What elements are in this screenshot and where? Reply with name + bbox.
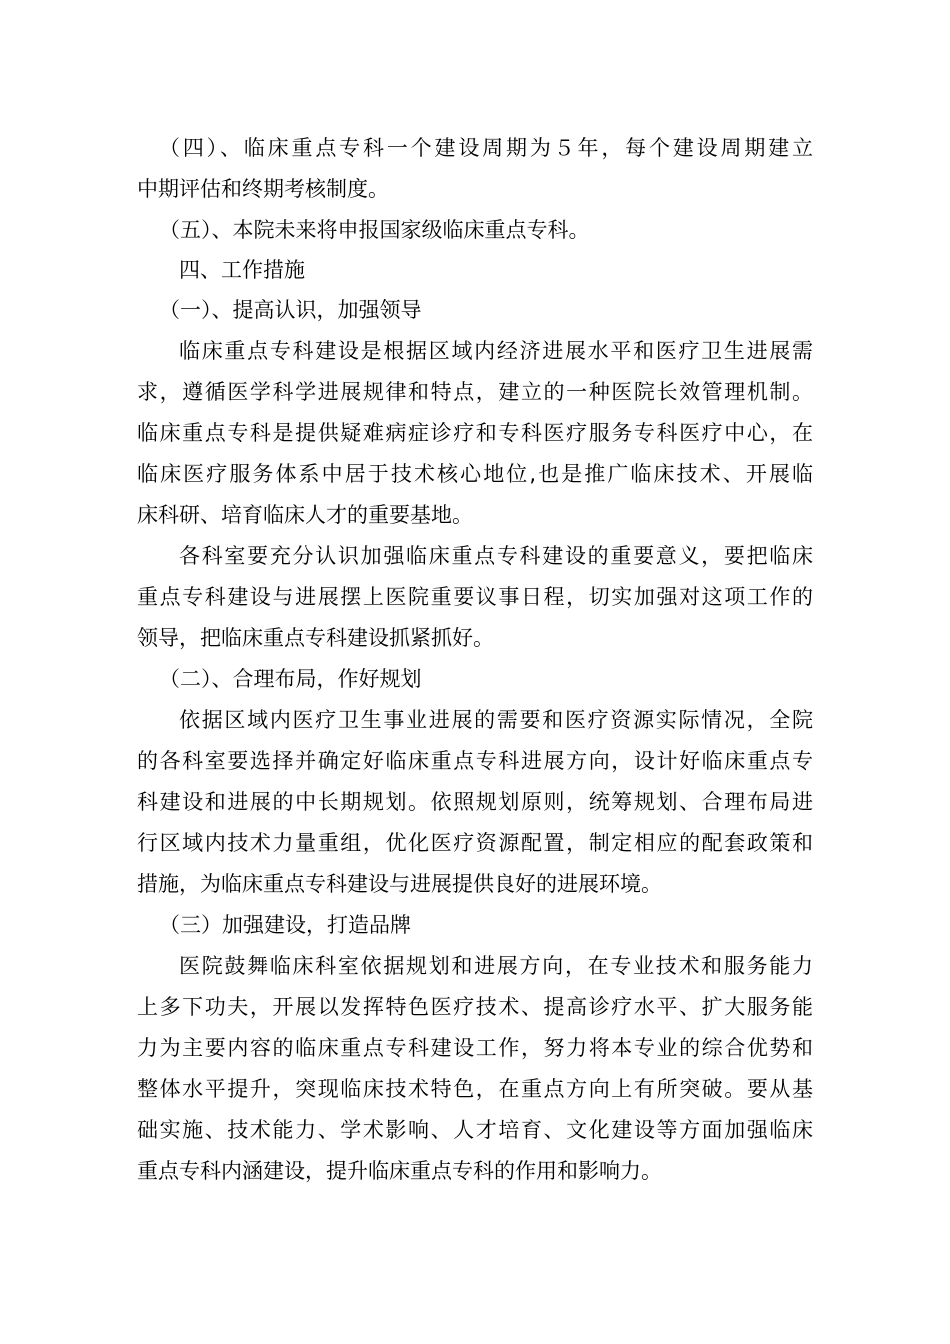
paragraph-line: 中期评估和终期考核制度。 (137, 177, 389, 201)
paragraph-line: 床科研、培育临床人才的重要基地。 (137, 503, 473, 527)
paragraph-line: 依据区域内医疗卫生事业进展的需要和医疗资源实际情况，全院 (179, 708, 813, 732)
paragraph-line: 临床医疗服务体系中居于技术核心地位,也是推广临床技术、开展临 (137, 462, 813, 486)
paragraph-line: 求，遵循医学科学进展规律和特点，建立的一种医院长效管理机制。 (137, 380, 813, 404)
paragraph-line: 础实施、技术能力、学术影响、人才培育、文化建设等方面加强临床 (137, 1118, 813, 1142)
paragraph-line: 医院鼓舞临床科室依据规划和进展方向，在专业技术和服务能力 (179, 954, 813, 978)
paragraph-line: 上多下功夫，开展以发挥特色医疗技术、提高诊疗水平、扩大服务能 (137, 995, 813, 1019)
subsection-heading: （二）、合理布局，作好规划 (159, 667, 422, 691)
paragraph-line: 科建设和进展的中长期规划。依照规划原则，统筹规划、合理布局进 (137, 790, 813, 814)
paragraph-line: （四）、临床重点专科一个建设周期为５年，每个建设周期建立 (159, 136, 813, 160)
subsection-heading: （三）加强建设，打造品牌 (159, 913, 411, 937)
paragraph-line: 力为主要内容的临床重点专科建设工作，努力将本专业的综合优势和 (137, 1036, 813, 1060)
subsection-heading: （一）、提高认识，加强领导 (159, 298, 422, 322)
paragraph-line: 临床重点专科建设是根据区域内经济进展水平和医疗卫生进展需 (179, 339, 813, 363)
paragraph-line: 临床重点专科是提供疑难病症诊疗和专科医疗服务专科医疗中心，在 (137, 421, 813, 445)
paragraph-line: 重点专科内涵建设，提升临床重点专科的作用和影响力。 (137, 1159, 662, 1183)
paragraph-line: 各科室要充分认识加强临床重点专科建设的重要意义，要把临床 (179, 544, 813, 568)
paragraph-line: （五）、本院未来将申报国家级临床重点专科。 (159, 218, 590, 242)
paragraph-line: 行区域内技术力量重组，优化医疗资源配置，制定相应的配套政策和 (137, 831, 813, 855)
paragraph-line: 整体水平提升，突现临床技术特色，在重点方向上有所突破。要从基 (137, 1077, 813, 1101)
paragraph-line: 重点专科建设与进展摆上医院重要议事日程，切实加强对这项工作的 (137, 585, 813, 609)
paragraph-line: 的各科室要选择并确定好临床重点专科进展方向，设计好临床重点专 (137, 749, 813, 773)
paragraph-line: 措施，为临床重点专科建设与进展提供良好的进展环境。 (137, 872, 662, 896)
section-heading: 四、工作措施 (179, 258, 305, 282)
paragraph-line: 领导，把临床重点专科建设抓紧抓好。 (137, 626, 494, 650)
